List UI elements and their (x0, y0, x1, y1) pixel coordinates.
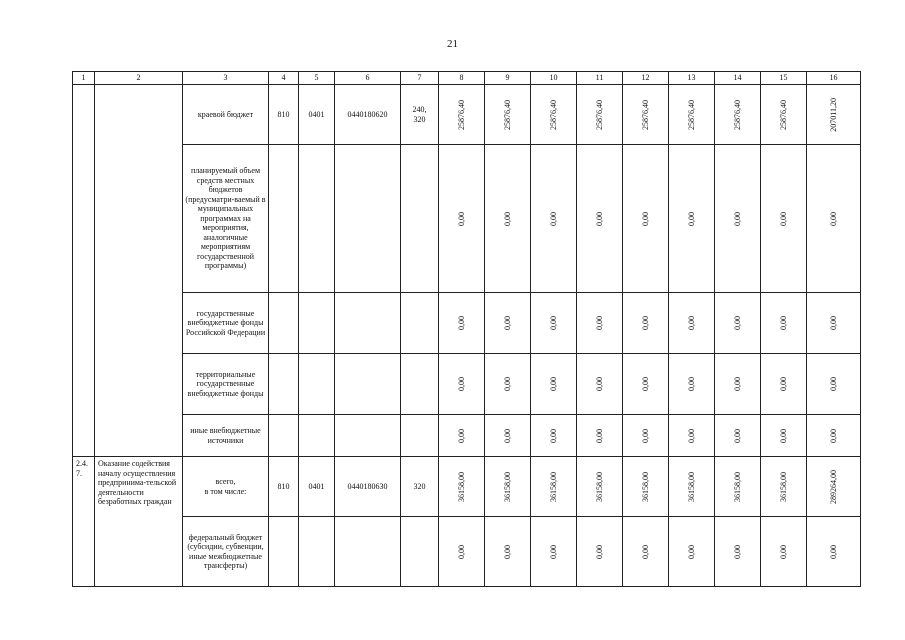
empty-cell (299, 517, 335, 587)
value-cell (531, 415, 577, 457)
value-cell (577, 415, 623, 457)
value-text: 0,00 (503, 377, 512, 391)
value-cell (715, 145, 761, 293)
value-text: 0,00 (829, 316, 838, 330)
empty-cell (299, 415, 335, 457)
row-other-sources (73, 415, 861, 457)
header-cell: 12 (623, 72, 669, 85)
source-label: территориальные государственные внебюджетные фонды (183, 354, 269, 415)
code-vr: 240, 320 (401, 85, 439, 145)
code-grbs: 810 (269, 457, 299, 517)
header-cell: 3 (183, 72, 269, 85)
value-cell (485, 145, 531, 293)
value-text: 36158,00 (595, 471, 604, 502)
code-csr: 0440180620 (335, 85, 401, 145)
value-text: 36158,00 (687, 471, 696, 502)
value-cell (439, 354, 485, 415)
empty-cell (401, 145, 439, 293)
value-text: 0,00 (595, 428, 604, 443)
value-text: 289264,00 (829, 469, 838, 504)
value-text: 0,00 (549, 211, 558, 226)
value-cell (761, 293, 807, 354)
empty-cell (299, 293, 335, 354)
value-text: 0,00 (641, 377, 650, 391)
value-text: 0,00 (829, 544, 838, 559)
value-text: 36158,00 (503, 471, 512, 502)
value-text: 25876,40 (641, 99, 650, 130)
value-cell (715, 293, 761, 354)
item-number: 2.4. 7. (73, 457, 95, 587)
value-cell (669, 517, 715, 587)
value-text: 0,00 (779, 377, 788, 391)
header-cell: 4 (269, 72, 299, 85)
value-text: 0,00 (733, 377, 742, 391)
value-text: 0,00 (457, 544, 466, 559)
value-text: 0,00 (457, 377, 466, 391)
value-text: 0,00 (687, 377, 696, 391)
cell-col1-continued (73, 85, 95, 457)
value-text: 25876,40 (779, 99, 788, 130)
value-cell (807, 354, 861, 415)
empty-cell (269, 354, 299, 415)
header-cell: 2 (95, 72, 183, 85)
value-text: 0,00 (687, 544, 696, 559)
value-cell (577, 293, 623, 354)
empty-cell (269, 517, 299, 587)
value-cell (715, 517, 761, 587)
value-cell (623, 517, 669, 587)
value-text: 0,00 (595, 544, 604, 559)
value-text: 25876,40 (457, 99, 466, 130)
header-cell: 14 (715, 72, 761, 85)
row-territorial-funds (73, 354, 861, 415)
empty-cell (401, 354, 439, 415)
source-label: планируемый объем средств местных бюджетов (предусматри-ваемый в муниципальных программах на мероприятия, аналогичные мероприятиям государственной программы) (183, 145, 269, 293)
value-cell (669, 457, 715, 517)
value-cell (439, 415, 485, 457)
value-cell (623, 293, 669, 354)
value-cell (531, 293, 577, 354)
header-cell: 7 (401, 72, 439, 85)
value-text: 36158,00 (549, 471, 558, 502)
value-cell (761, 354, 807, 415)
empty-cell (269, 293, 299, 354)
value-cell (439, 145, 485, 293)
value-text: 0,00 (503, 428, 512, 443)
value-text: 0,00 (457, 428, 466, 443)
code-rzpr: 0401 (299, 85, 335, 145)
value-text: 0,00 (595, 377, 604, 391)
value-text: 0,00 (687, 428, 696, 443)
source-label: иные внебюджетные источники (183, 415, 269, 457)
value-text: 0,00 (779, 316, 788, 330)
value-text: 0,00 (641, 428, 650, 443)
value-text: 0,00 (733, 428, 742, 443)
value-text: 0,00 (549, 377, 558, 391)
value-cell (439, 457, 485, 517)
value-text: 0,00 (595, 316, 604, 330)
value-text: 25876,40 (595, 99, 604, 130)
value-cell (761, 457, 807, 517)
value-cell (623, 415, 669, 457)
value-text: 0,00 (549, 544, 558, 559)
value-cell (807, 85, 861, 145)
value-text: 207011,20 (829, 97, 838, 132)
value-cell (485, 457, 531, 517)
empty-cell (335, 517, 401, 587)
value-text: 0,00 (457, 316, 466, 330)
value-cell (531, 457, 577, 517)
value-cell (623, 457, 669, 517)
empty-cell (269, 415, 299, 457)
value-cell (485, 354, 531, 415)
header-cell: 13 (669, 72, 715, 85)
row-kraevoy-budget (73, 85, 861, 145)
code-grbs: 810 (269, 85, 299, 145)
value-cell (807, 517, 861, 587)
header-cell: 9 (485, 72, 531, 85)
value-text: 0,00 (503, 211, 512, 226)
value-cell (531, 145, 577, 293)
value-cell (577, 85, 623, 145)
value-cell (669, 415, 715, 457)
value-text: 25876,40 (687, 99, 696, 130)
value-text: 0,00 (733, 544, 742, 559)
value-cell (715, 415, 761, 457)
header-cell: 15 (761, 72, 807, 85)
value-cell (623, 145, 669, 293)
item-title: Оказание содействия началу осуществления предпринима-тельской деятельности безработных граждан (95, 457, 183, 587)
header-cell: 11 (577, 72, 623, 85)
value-cell (623, 354, 669, 415)
value-cell (761, 145, 807, 293)
value-cell (761, 517, 807, 587)
empty-cell (401, 415, 439, 457)
empty-cell (401, 293, 439, 354)
source-label: федеральный бюджет (субсидии, субвенции, иные межбюджетные трансферты) (183, 517, 269, 587)
page-number: 21 (447, 38, 458, 50)
value-text: 0,00 (641, 544, 650, 559)
empty-cell (335, 354, 401, 415)
value-cell (577, 517, 623, 587)
cell-col2-continued (95, 85, 183, 457)
header-cell: 6 (335, 72, 401, 85)
value-text: 0,00 (829, 211, 838, 226)
value-text: 0,00 (549, 428, 558, 443)
value-cell (439, 293, 485, 354)
value-cell (669, 145, 715, 293)
value-text: 25876,40 (733, 99, 742, 130)
value-text: 25876,40 (503, 99, 512, 130)
value-text: 36158,00 (733, 471, 742, 502)
value-cell (669, 85, 715, 145)
value-cell (761, 85, 807, 145)
row-federal-budget (73, 517, 861, 587)
value-cell (669, 293, 715, 354)
value-cell (623, 85, 669, 145)
empty-cell (401, 517, 439, 587)
empty-cell (335, 145, 401, 293)
empty-cell (335, 293, 401, 354)
value-text: 0,00 (829, 377, 838, 391)
value-cell (715, 457, 761, 517)
code-vr: 320 (401, 457, 439, 517)
value-cell (715, 85, 761, 145)
value-text: 0,00 (503, 316, 512, 330)
value-text: 0,00 (641, 211, 650, 226)
value-cell (485, 517, 531, 587)
value-text: 0,00 (503, 544, 512, 559)
value-cell (577, 457, 623, 517)
value-cell (485, 293, 531, 354)
value-cell (807, 293, 861, 354)
value-cell (807, 415, 861, 457)
row-item-2-4-7-total (73, 457, 861, 517)
header-cell: 5 (299, 72, 335, 85)
value-text: 0,00 (779, 428, 788, 443)
empty-cell (299, 354, 335, 415)
empty-cell (299, 145, 335, 293)
value-cell (807, 457, 861, 517)
value-text: 36158,00 (779, 471, 788, 502)
value-text: 0,00 (595, 211, 604, 226)
row-state-extrabudget-funds (73, 293, 861, 354)
value-text: 36158,00 (641, 471, 650, 502)
value-cell (577, 354, 623, 415)
value-text: 0,00 (687, 211, 696, 226)
value-text: 0,00 (733, 316, 742, 330)
code-rzpr: 0401 (299, 457, 335, 517)
value-text: 36158,00 (457, 471, 466, 502)
value-cell (807, 145, 861, 293)
value-cell (669, 354, 715, 415)
header-cell: 10 (531, 72, 577, 85)
value-text: 0,00 (733, 211, 742, 226)
value-cell (531, 85, 577, 145)
value-cell (715, 354, 761, 415)
value-text: 0,00 (829, 428, 838, 443)
budget-table (72, 71, 861, 587)
value-text: 0,00 (457, 211, 466, 226)
header-row (73, 72, 861, 85)
value-cell (531, 517, 577, 587)
value-cell (485, 415, 531, 457)
empty-cell (269, 145, 299, 293)
value-text: 0,00 (779, 544, 788, 559)
code-csr: 0440180630 (335, 457, 401, 517)
value-cell (439, 517, 485, 587)
value-text: 0,00 (549, 316, 558, 330)
source-label: государственные внебюджетные фонды Российской Федерации (183, 293, 269, 354)
header-cell: 16 (807, 72, 861, 85)
value-text: 25876,40 (549, 99, 558, 130)
value-cell (439, 85, 485, 145)
header-cell: 8 (439, 72, 485, 85)
value-text: 0,00 (779, 211, 788, 226)
value-text: 0,00 (687, 316, 696, 330)
empty-cell (335, 415, 401, 457)
value-cell (577, 145, 623, 293)
value-cell (531, 354, 577, 415)
value-text: 0,00 (641, 316, 650, 330)
header-cell: 1 (73, 72, 95, 85)
value-cell (485, 85, 531, 145)
row-local-budgets (73, 145, 861, 293)
source-label: всего, в том числе: (183, 457, 269, 517)
value-cell (761, 415, 807, 457)
source-label: краевой бюджет (183, 85, 269, 145)
